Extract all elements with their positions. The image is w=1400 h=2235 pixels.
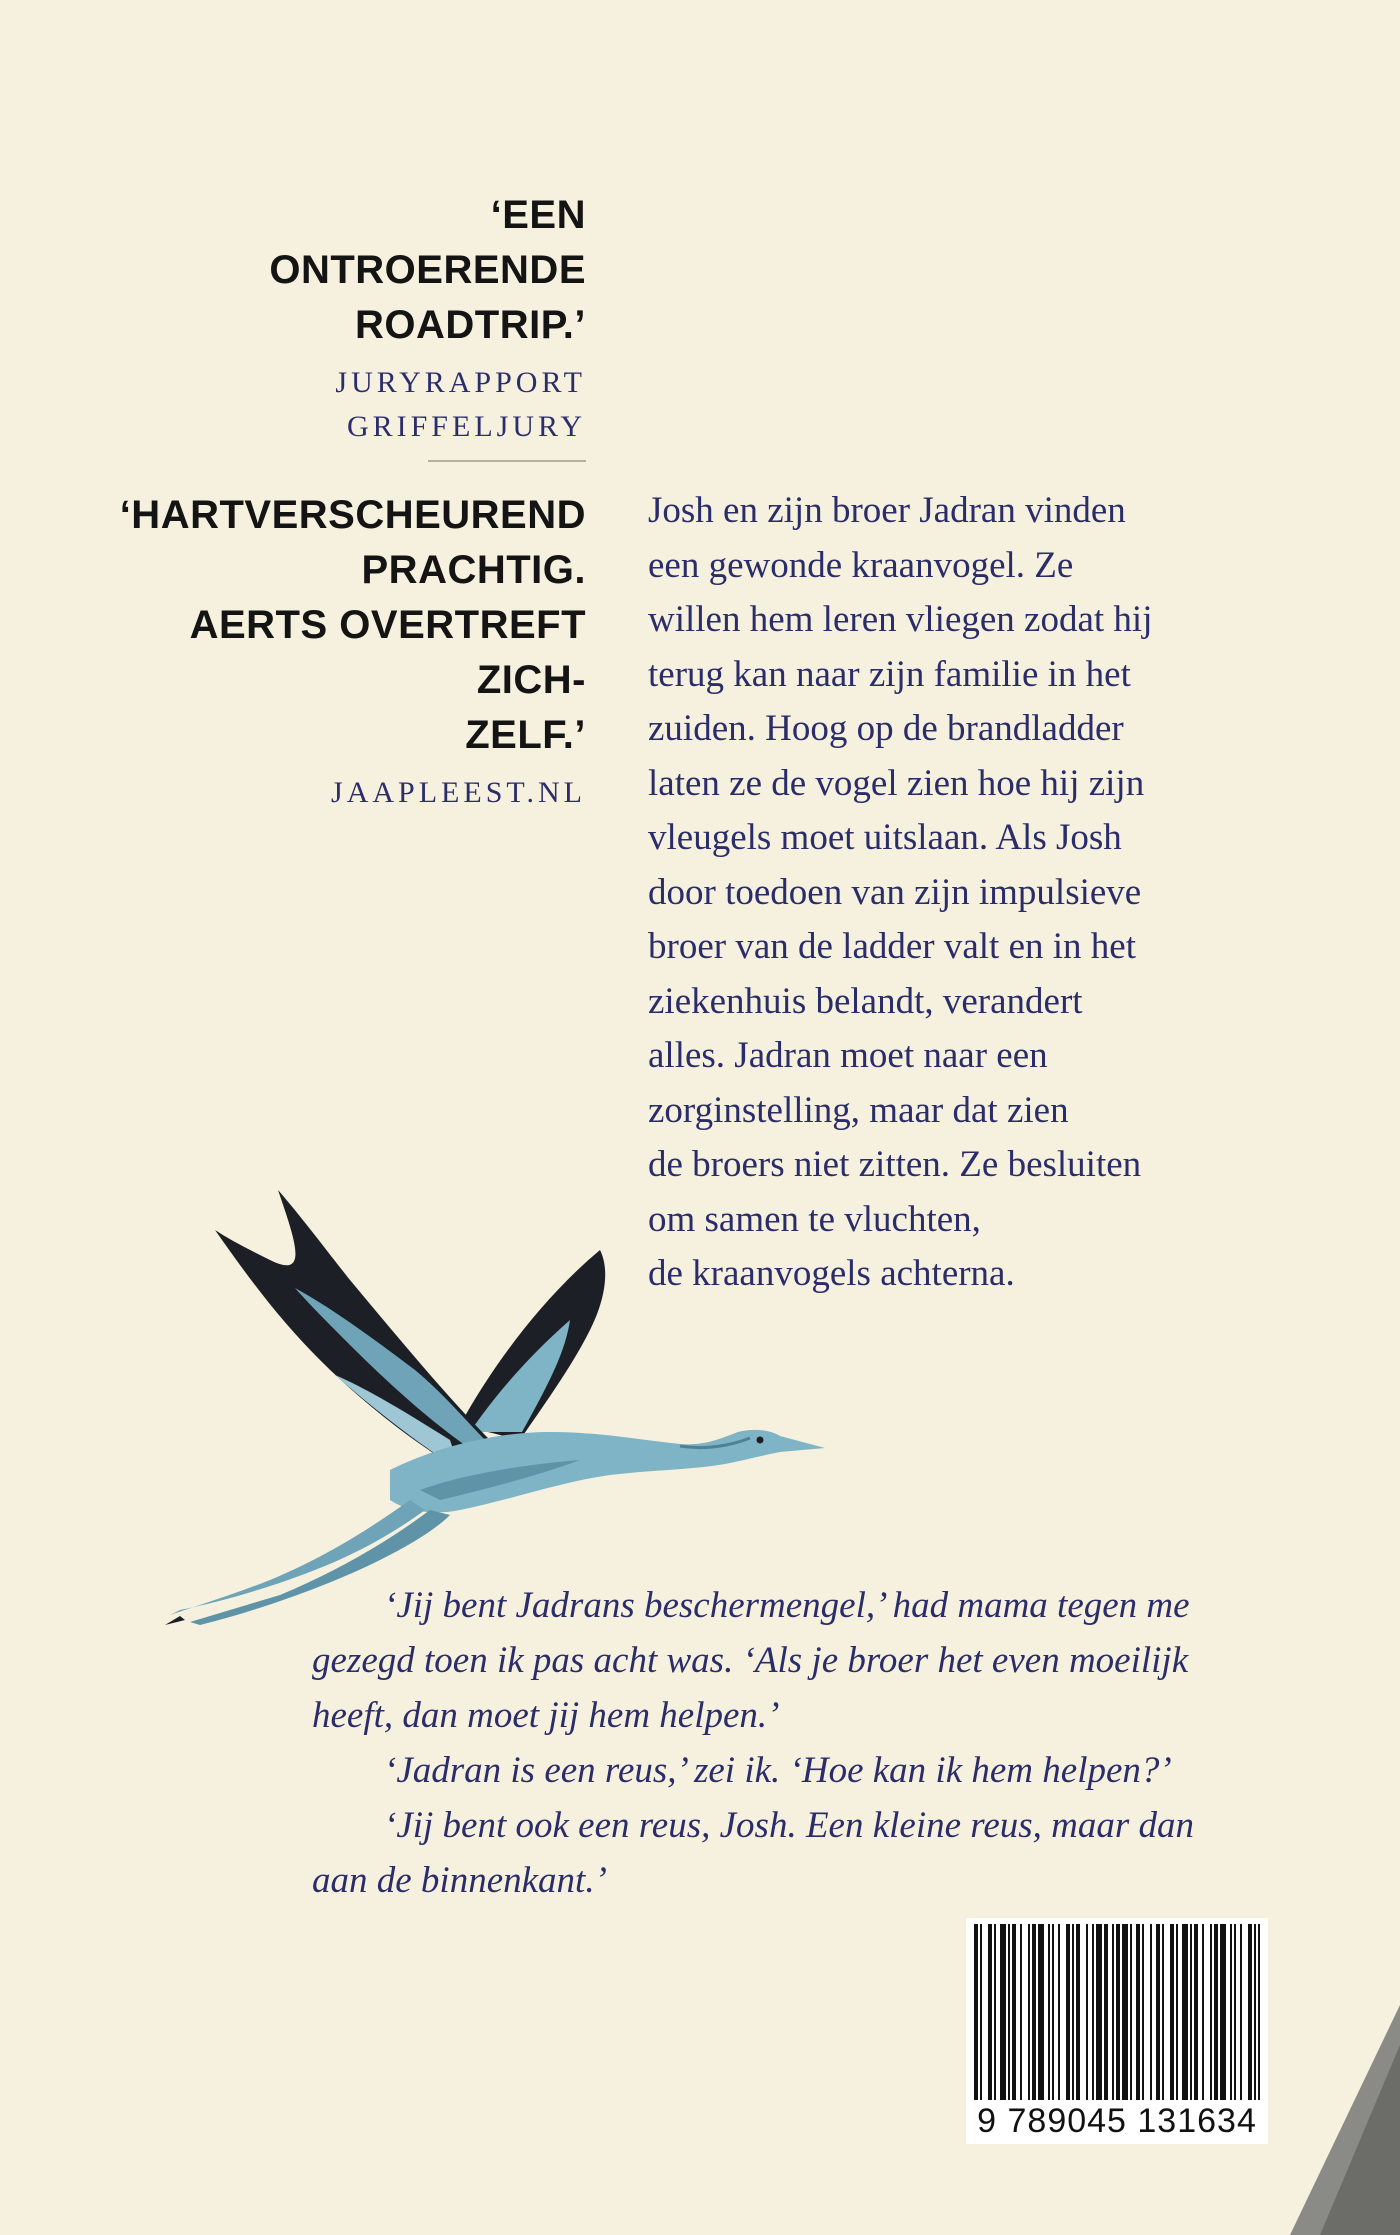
excerpt-line: aan de binnenkant.’ (312, 1860, 607, 1901)
quote-line: ROADTRIP.’ (355, 303, 586, 347)
blurb-line: terug kan naar zijn familie in het (648, 653, 1131, 695)
corner-fold (1290, 2005, 1400, 2235)
blurb-line: Josh en zijn broer Jadran vinden (648, 490, 1126, 531)
quote-line: ‘HARTVERSCHEUREND (119, 493, 586, 537)
review-quote-1-source (106, 361, 586, 449)
book-excerpt (312, 1578, 1312, 1908)
excerpt-line: ‘Jadran is een reus,’ zei ik. ‘Hoe kan ik hem helpen?’ (384, 1750, 1172, 1791)
excerpt-line: gezegd toen ik pas acht was. ‘Als je broer het even moeilijk (312, 1640, 1189, 1681)
blurb-line: laten ze de vogel zien hoe hij zijn (648, 762, 1145, 804)
review-quote-1-text (106, 188, 586, 353)
source-line: JURYRAPPORT (335, 366, 586, 399)
quote-line: ZELF.’ (465, 713, 586, 757)
blurb-line: de broers niet zitten. Ze besluiten (648, 1144, 1142, 1185)
blurb-line: door toedoen van zijn impulsieve (648, 871, 1142, 913)
blurb-line: de kraanvogels achterna. (648, 1253, 1015, 1294)
excerpt-line: ‘Jij bent Jadrans beschermengel,’ had mama tegen me (384, 1585, 1190, 1626)
excerpt-line: ‘Jij bent ook een reus, Josh. Een kleine reus, maar dan (384, 1805, 1195, 1846)
source-line: GRIFFELJURY (346, 410, 586, 443)
review-quote-2 (106, 488, 586, 815)
blurb-line: om samen te vluchten, (648, 1198, 981, 1240)
blurb-line: broer van de ladder valt en in het (648, 926, 1136, 967)
blurb-line: alles. Jadran moet naar een (648, 1035, 1048, 1076)
review-quote-2-source (106, 771, 586, 815)
source-line: JAAPLEEST.NL (331, 776, 586, 809)
blurb-line: ziekenhuis belandt, verandert (648, 980, 1083, 1022)
isbn-barcode (966, 1918, 1268, 2144)
blurb-line: zuiden. Hoog op de brandladder (648, 708, 1124, 749)
excerpt-line: heeft, dan moet jij hem helpen.’ (312, 1695, 780, 1736)
isbn-number: 9 789045 131634 (977, 2102, 1257, 2140)
blurb-line: willen hem leren vliegen zodat hij (648, 599, 1153, 640)
review-quote-1 (106, 188, 586, 449)
quote-line: PRACHTIG. (361, 548, 586, 592)
crane-illustration (160, 1170, 850, 1640)
quote-line: ‘EEN (490, 193, 586, 237)
blurb-line: vleugels moet uitslaan. Als Josh (648, 817, 1122, 858)
barcode-bars (974, 1924, 1260, 2100)
blurb-line: een gewonde kraanvogel. Ze (648, 544, 1074, 586)
blurb-line: zorginstelling, maar dat zien (648, 1089, 1069, 1131)
quote-divider (428, 460, 586, 462)
quote-line: ONTROERENDE (269, 248, 586, 292)
review-quote-2-text (106, 488, 586, 763)
quote-line: AERTS OVERTREFT ZICH- (189, 603, 586, 702)
